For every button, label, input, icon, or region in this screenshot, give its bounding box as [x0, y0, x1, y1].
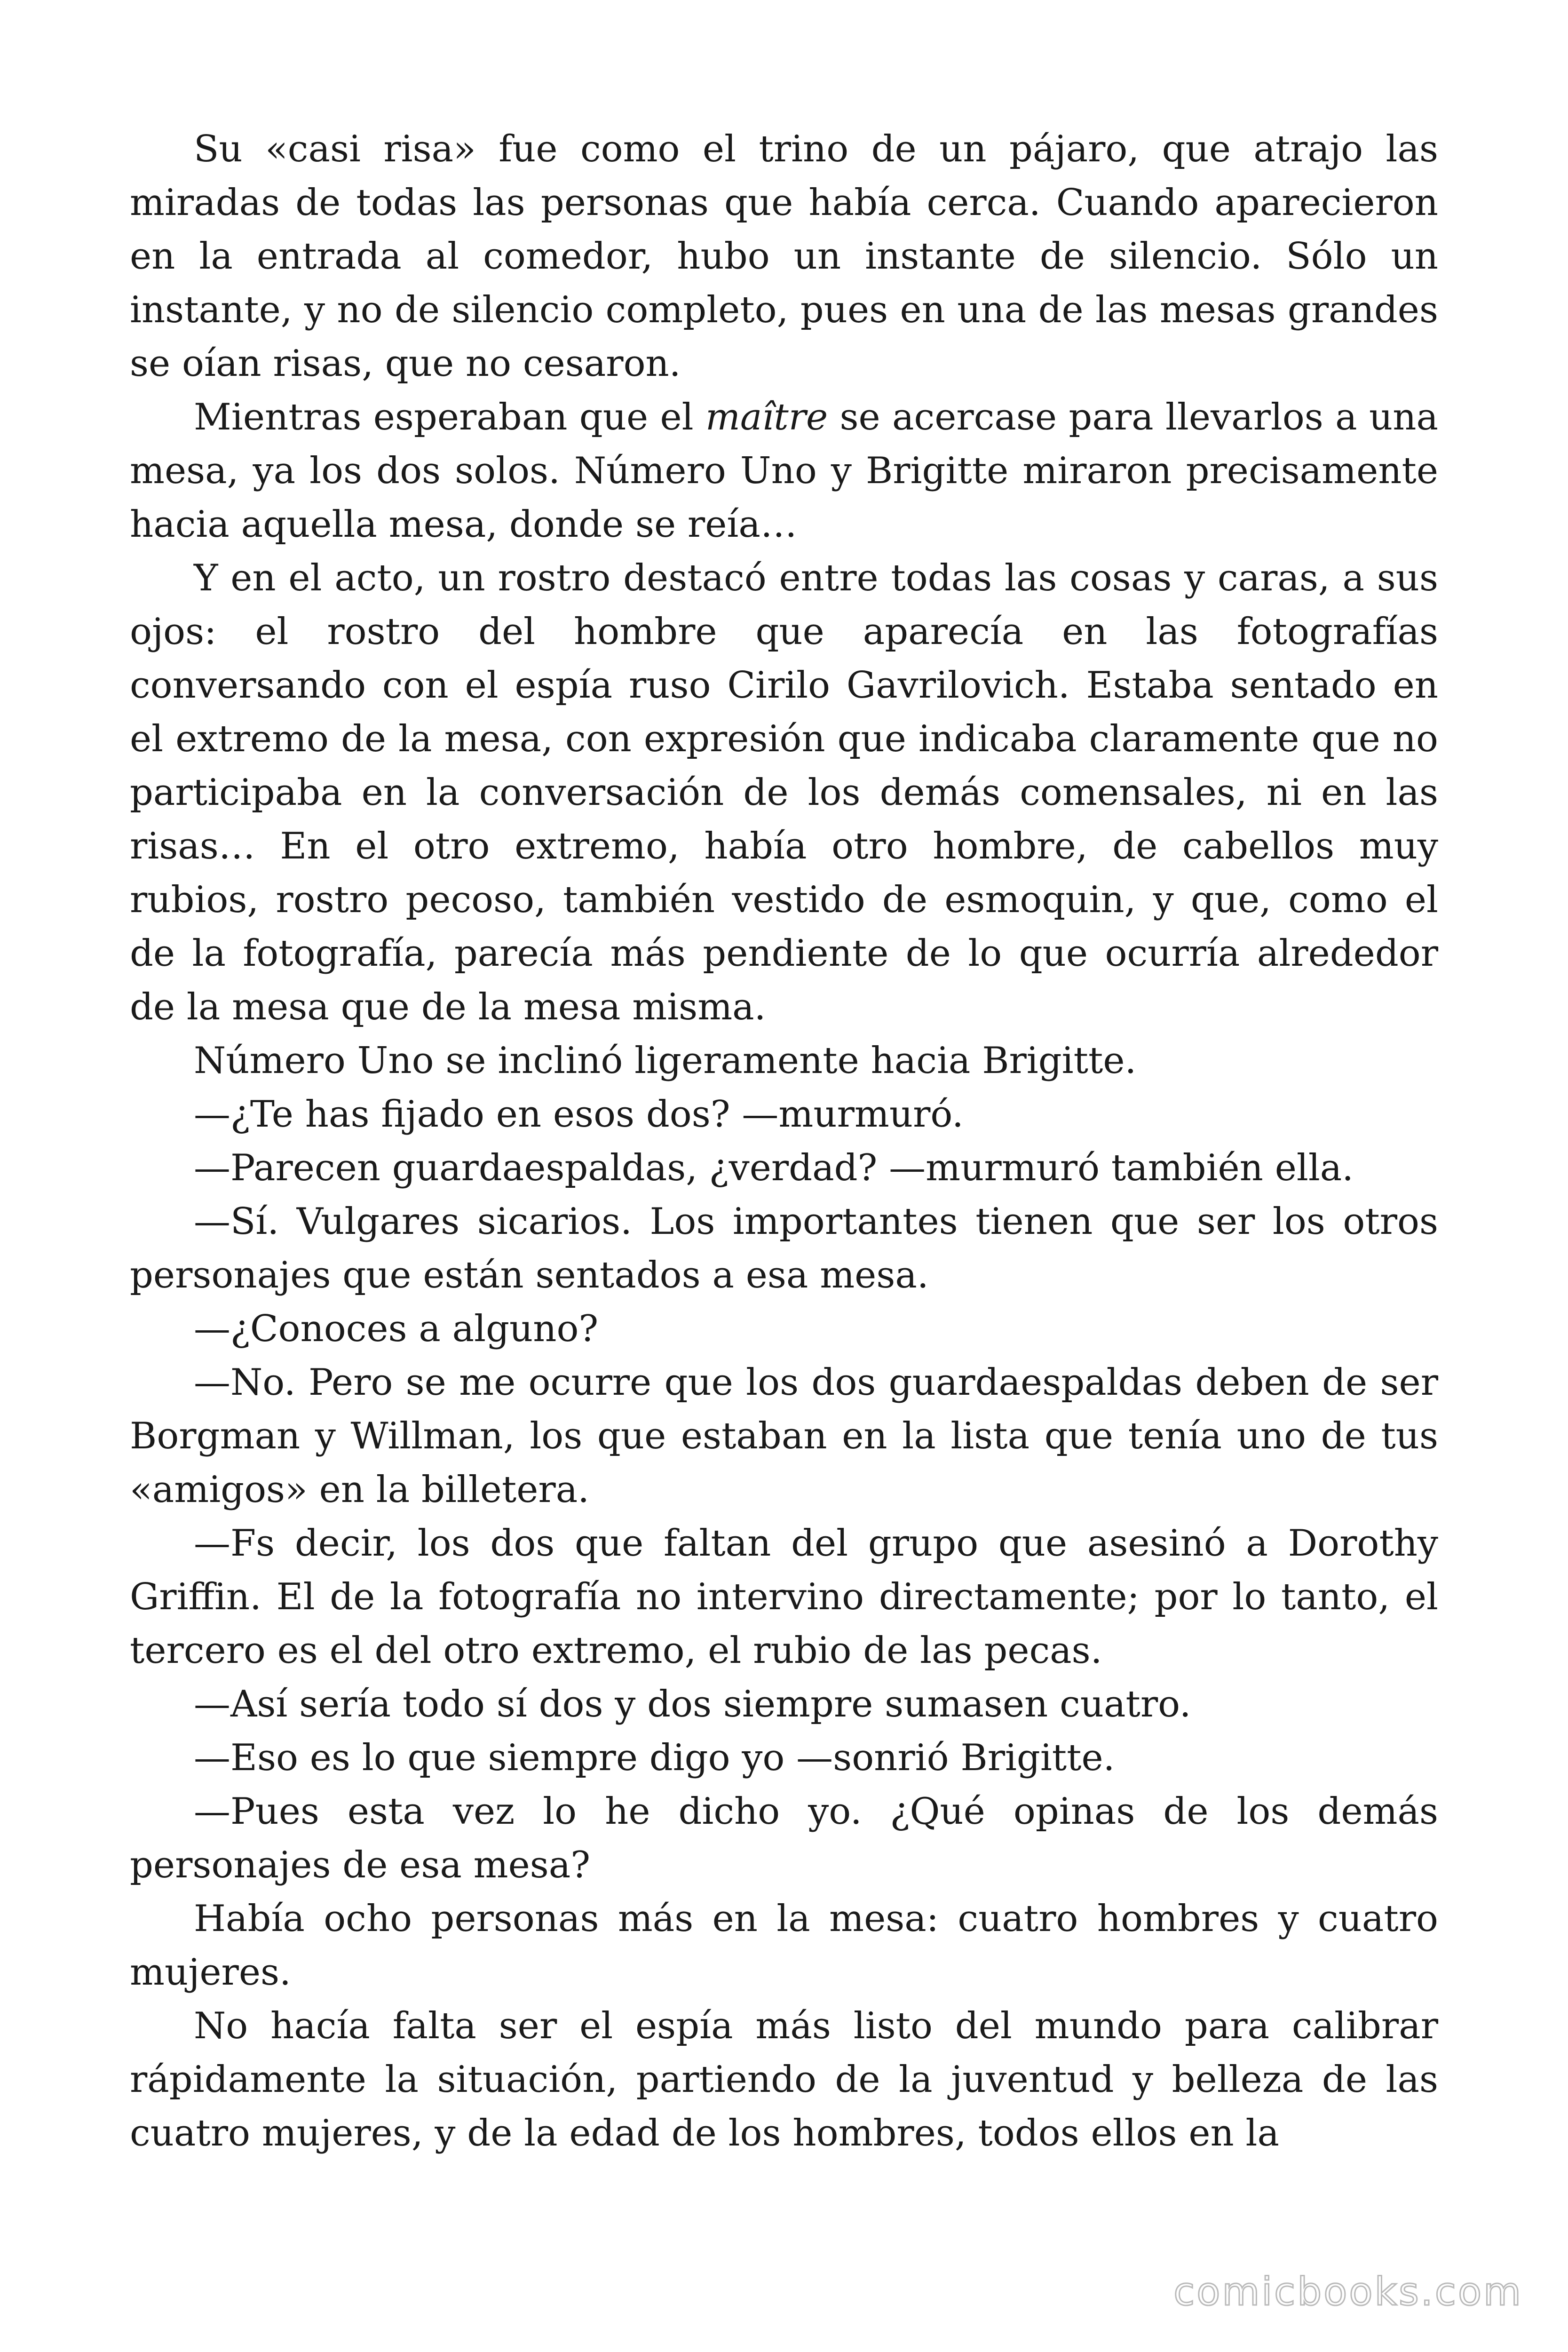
dialogue-line: —Eso es lo que siempre digo yo —sonrió Brigitte. [194, 1737, 1115, 1779]
text-run: se acercase para llevarlos a una mesa, ya los dos solos. Número Uno y Brigitte miraron precisamente hacia aquella mesa, donde se reía… [130, 396, 1438, 546]
paragraph [130, 390, 1438, 551]
paragraph: Y en el acto, un rostro destacó entre todas las cosas y caras, a sus ojos: el rostro del hombre que aparecía en las fotografías conversando con el espía ruso Cirilo Gavrilovich. Estaba sentado en el extremo de la mesa, con expresión que indicaba claramente que no participaba en la conversación de los demás comensales, ni en las risas… En el otro extremo, había otro hombre, de cabellos muy rubios, rostro pecoso, también vestido de esmoquin, y que, como el de la fotografía, parecía más pendiente de lo que ocurría alrededor de la mesa que de la mesa misma. [130, 557, 1438, 1028]
dialogue-line: —Parecen guardaespaldas, ¿verdad? —murmuró también ella. [194, 1147, 1354, 1189]
dialogue-line: —Sí. Vulgares sicarios. Los importantes tienen que ser los otros personajes que están sentados a esa mesa. [130, 1200, 1438, 1296]
dialogue-line: —No. Pero se me ocurre que los dos guardaespaldas deben de ser Borgman y Willman, los que estaban en la lista que tenía uno de tus «amigos» en la billetera. [130, 1361, 1438, 1511]
paragraph: No hacía falta ser el espía más listo del mundo para calibrar rápidamente la situación, partiendo de la juventud y belleza de las cuatro mujeres, y de la edad de los hombres, todos ellos en la [130, 2005, 1438, 2154]
dialogue-line: —¿Conoces a alguno? [194, 1308, 599, 1350]
watermark: comicbooks.com [1173, 2270, 1523, 2314]
paragraph: Su «casi risa» fue como el trino de un pájaro, que atrajo las miradas de todas las personas que había cerca. Cuando aparecieron en la entrada al comedor, hubo un instante de silencio. Sólo un instante, y no de silencio completo, pues en una de las mesas grandes se oían risas, que no cesaron. [130, 128, 1438, 385]
dialogue-line: —Pues esta vez lo he dicho yo. ¿Qué opinas de los demás personajes de esa mesa? [130, 1790, 1438, 1886]
dialogue-line: —Fs decir, los dos que faltan del grupo que asesinó a Dorothy Griffin. El de la fotografía no intervino directamente; por lo tanto, el tercero es el del otro extremo, el rubio de las pecas. [130, 1522, 1438, 1672]
italic-term: maître [705, 396, 828, 438]
dialogue-line: —Así sería todo sí dos y dos siempre sumasen cuatro. [194, 1683, 1191, 1725]
paragraph: Había ocho personas más en la mesa: cuatro hombres y cuatro mujeres. [130, 1898, 1438, 1994]
paragraph: Número Uno se inclinó ligeramente hacia Brigitte. [194, 1040, 1137, 1082]
text-run: Mientras esperaban que el [194, 396, 705, 438]
body-text [130, 122, 1438, 2160]
dialogue-line: —¿Te has fijado en esos dos? —murmuró. [194, 1093, 964, 1136]
